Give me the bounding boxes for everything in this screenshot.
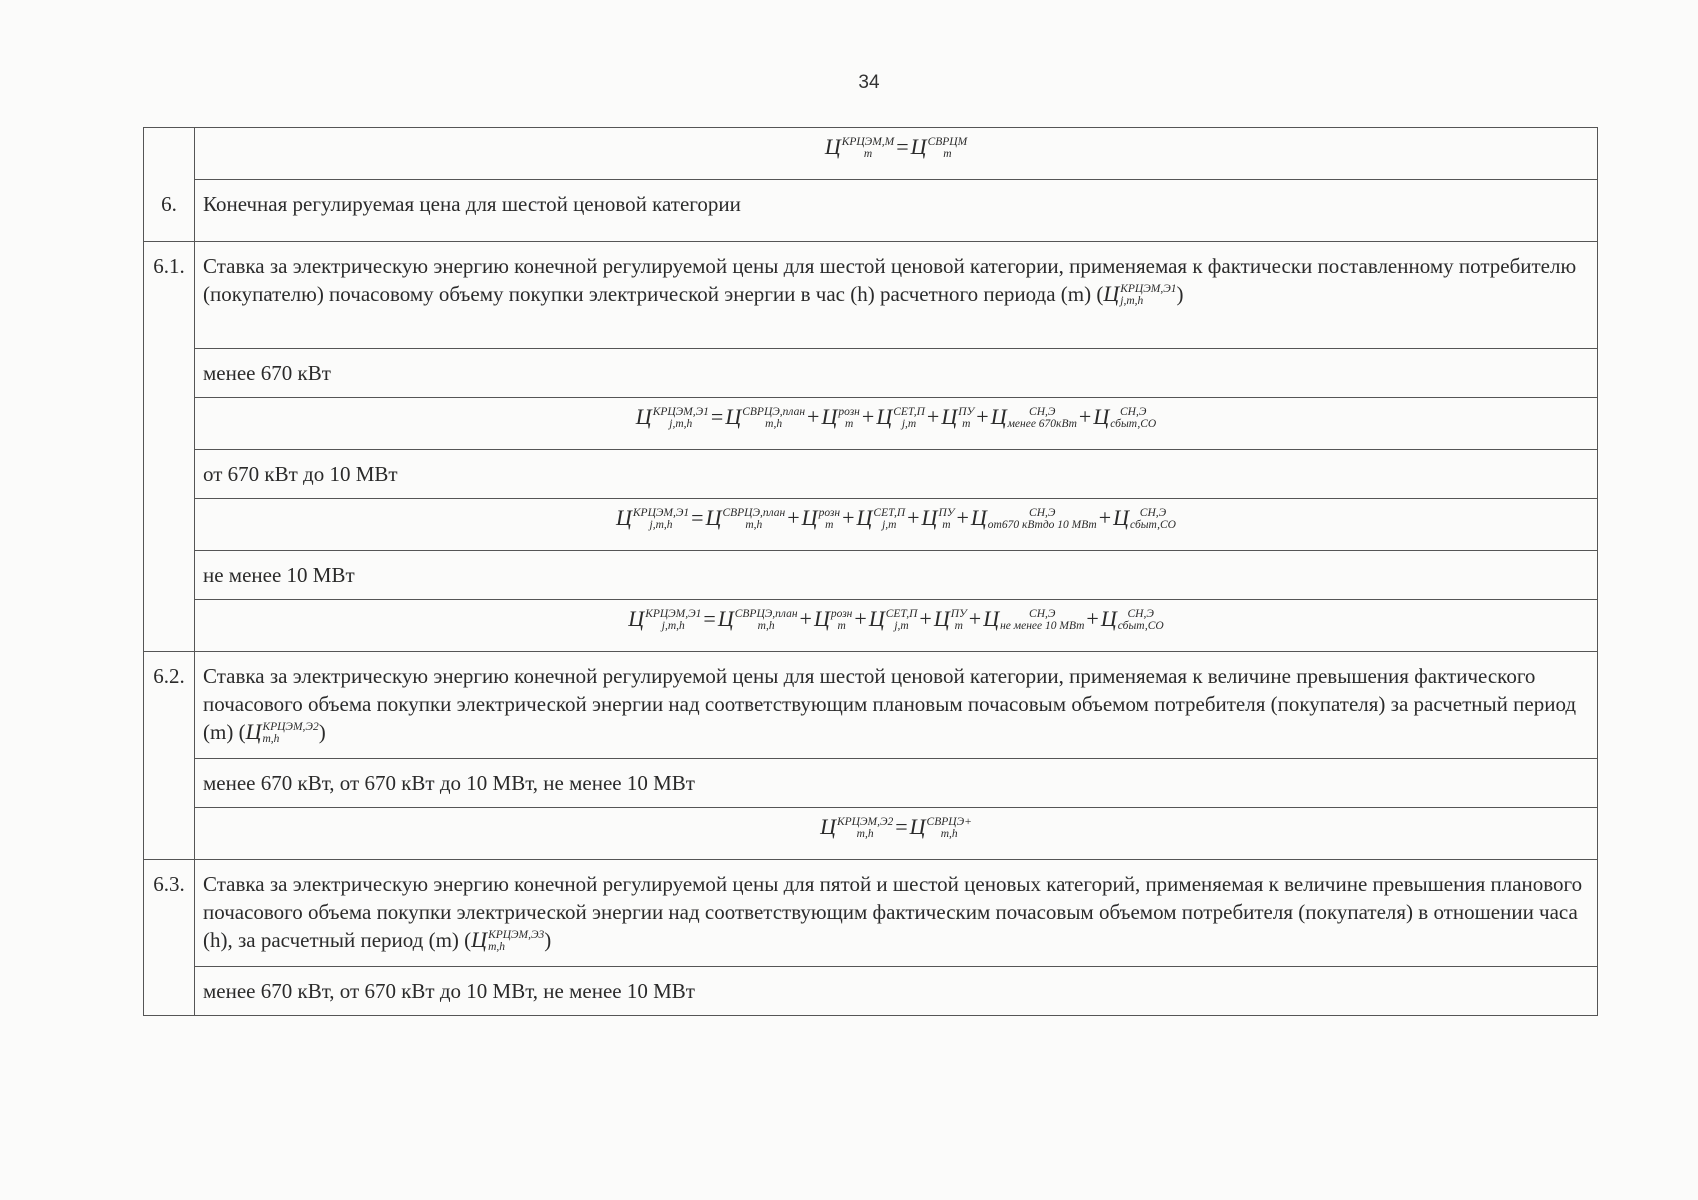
formula-subscript: m [825,519,834,532]
formula [616,505,1176,530]
formula-term [910,814,972,839]
formula-base: Ц [970,505,987,530]
row-number: 6. [144,180,195,242]
formula-base: Ц [941,404,958,429]
table-row [144,652,1598,759]
formula-base: Ц [983,606,1000,631]
formula-superscript: КРЦЭМ,Э1 [645,607,702,620]
formula-term [876,404,941,429]
formula-superscript: КРЦЭМ,Э2 [262,720,319,733]
formula-base: Ц [245,719,262,744]
formula-subscript: m,h [262,733,280,746]
row-number [144,808,195,860]
formula-subscript: m,h [757,620,775,633]
formula-cell [195,398,1598,450]
formula-operator: = [895,814,908,839]
formula-indices [893,407,925,431]
formula-indices [988,508,1097,532]
formula-base: Ц [933,606,950,631]
formula-term [616,505,706,530]
formula-subscript: сбыт,СО [1130,519,1176,532]
table-row [144,450,1598,499]
row-text [195,860,1598,967]
table-row [144,180,1598,242]
closing-paren: ) [544,928,552,952]
closing-paren: ) [1176,282,1184,306]
formula-operator: + [926,404,940,429]
formula-base: Ц [824,134,841,159]
table-row [144,499,1598,551]
formula-symbol [246,719,319,744]
table-row [144,759,1598,808]
formula-base: Ц [909,814,926,839]
formula-term [246,719,319,744]
formula-subscript: j,m,h [649,519,673,532]
table-row [144,551,1598,600]
formula-base: Ц [1093,404,1110,429]
formula-indices [873,508,905,532]
formula-indices [928,137,968,161]
formula-subscript: от670 кВтдо 10 МВт [987,519,1097,532]
formula-term [1113,505,1176,530]
formula-superscript: КРЦЭМ,Э3 [488,928,545,941]
table-row [144,967,1598,1016]
formula-base: Ц [876,404,893,429]
formula-indices [831,609,853,633]
formula-operator: + [787,505,800,530]
formula-base: Ц [801,505,818,530]
row-text: менее 670 кВт, от 670 кВт до 10 МВт, не менее 10 МВт [195,967,1598,1016]
row-number [144,551,195,600]
formula-superscript: ПУ [958,405,975,418]
formula-superscript: КРЦЭМ,М [841,135,895,148]
formula-term [1101,606,1164,631]
closing-paren: ) [318,720,326,744]
formula-base: Ц [820,814,836,839]
formula-term [983,606,1101,631]
formula-superscript: СН,Э [1120,405,1147,418]
formula-term [825,134,911,159]
formula-operator: + [842,505,855,530]
formula-symbol [471,927,544,952]
row-number: 6.1. [144,242,195,349]
row-number [144,600,195,652]
formula-operator: + [956,505,969,530]
formula-superscript: СН,Э [1127,607,1154,620]
formula-subscript: m,h [745,519,763,532]
row-text: менее 670 кВт, от 670 кВт до 10 МВт, не менее 10 МВт [195,759,1598,808]
formula-term [706,505,802,530]
formula-operator: + [861,404,875,429]
formula-subscript: m [943,148,952,161]
formula-operator: + [854,606,867,631]
formula-cell [195,128,1598,180]
formula-subscript: m [863,148,873,161]
formula-superscript: КРЦЭМ,Э1 [652,405,709,418]
formula-operator: = [710,404,724,429]
formula [628,606,1163,631]
formula-term [911,134,968,159]
formula-operator: + [807,404,820,429]
row-number [144,499,195,551]
formula-subscript: менее 670кВт [1007,418,1077,431]
formula-base: Ц [856,505,873,530]
formula-subscript: m [954,620,963,633]
row-text-body: Ставка за электрическую энергию конечной регулируемой цены для шестой ценовой категории, применяемая к величине превышения фактического почасового объема покупки электрической энергии над соответствующим плановым почасовым объемом потребителя (покупателя) за расчетный период (m) ( [203,664,1577,744]
formula-superscript: КРЦЭМ,Э1 [1120,282,1177,295]
formula-indices [927,817,972,841]
formula-indices [1008,407,1077,431]
formula-superscript: СВРЦЭ,план [722,506,786,519]
formula-subscript: не менее 10 МВт [1000,620,1085,633]
page-number: 34 [858,72,880,93]
formula-term [922,505,971,530]
formula-base: Ц [868,606,885,631]
row-number: 6.3. [144,860,195,967]
table-row [144,398,1598,450]
formula-base: Ц [471,927,488,952]
formula-base: Ц [910,134,927,159]
formula-term [934,606,983,631]
formula-indices [1118,609,1164,633]
formula-superscript: СВРЦМ [927,135,968,148]
formula-base: Ц [628,606,645,631]
formula-subscript: j,m,h [661,620,685,633]
formula-base: Ц [821,404,838,429]
formula-indices [645,609,701,633]
formula-indices [958,407,974,431]
formula-base: Ц [635,404,652,429]
formula-term [636,404,726,429]
formula-term [869,606,934,631]
formula-base: Ц [725,404,742,429]
formula-base: Ц [717,606,734,631]
formula-indices [842,137,895,161]
formula-base: Ц [1113,505,1130,530]
formula-superscript: СВРЦЭ,план [734,607,798,620]
tariff-table [143,127,1598,1016]
formula-cell [195,499,1598,551]
formula-term [1103,281,1176,306]
formula-term [941,404,990,429]
formula-superscript: СН,Э [1139,506,1167,519]
formula-indices [1000,609,1084,633]
formula-superscript: ПУ [950,607,967,620]
row-number [144,450,195,499]
formula-indices [1110,407,1156,431]
formula-subscript: j,m [882,519,897,532]
formula-indices [722,508,785,532]
row-text: от 670 кВт до 10 МВт [195,450,1598,499]
formula-superscript: СЕТ,П [873,506,906,519]
formula-indices [951,609,967,633]
formula-superscript: СН,Э [1029,607,1056,620]
row-text: Конечная регулируемая цена для шестой ценовой категории [195,180,1598,242]
formula-cell [195,808,1598,860]
formula-subscript: j,m,h [669,418,693,431]
table-row [144,349,1598,398]
formula-base: Ц [1100,606,1117,631]
formula-indices [262,722,318,746]
formula-subscript: m,h [940,828,958,841]
row-text-body: Ставка за электрическую энергию конечной регулируемой цены для пятой и шестой ценовых категорий, применяемая к величине превышения планового почасового объема покупки электрической энергии над соответствующим фактическим почасовым объемом потребителя (покупателя) в отношении часа (h), за расчетный период (m) ( [203,872,1583,952]
row-number: 6.2. [144,652,195,759]
formula-term [718,606,814,631]
formula-superscript: СВРЦЭ+ [926,815,972,828]
formula-base: Ц [705,505,722,530]
formula-indices [1120,284,1176,308]
formula-indices [1130,508,1176,532]
formula-indices [819,508,841,532]
formula-term [471,927,544,952]
formula-superscript: СН,Э [1029,506,1056,519]
table-row [144,808,1598,860]
formula [825,134,967,159]
row-text-body: Ставка за электрическую энергию конечной регулируемой цены для шестой ценовой категории, применяемая к фактически поставленному потребителю (покупателю) почасовому объему покупки электрической энергии в час (h) расчетного периода (m) ( [203,254,1577,306]
formula-subscript: m [844,418,854,431]
formula-subscript: m,h [856,828,874,841]
formula-subscript: m [962,418,971,431]
formula-superscript: КРЦЭМ,Э1 [632,506,690,519]
formula-base: Ц [1103,281,1120,306]
formula-superscript: СЕТ,П [885,607,918,620]
row-number [144,967,195,1016]
formula-subscript: m [837,620,846,633]
formula-operator: = [703,606,716,631]
row-text: менее 670 кВт [195,349,1598,398]
formula-subscript: j,m,h [1120,295,1144,308]
formula-operator: = [691,505,704,530]
formula-operator: + [1078,404,1092,429]
formula-operator: + [1086,606,1099,631]
formula-indices [886,609,918,633]
formula [820,814,972,839]
formula-term [821,404,876,429]
formula-indices [653,407,709,431]
formula-term [628,606,718,631]
formula-superscript: розн [830,607,853,620]
formula-superscript: СН,Э [1029,405,1056,418]
formula-cell [195,600,1598,652]
formula-term [814,606,869,631]
row-number [144,349,195,398]
formula-subscript: m,h [488,941,505,954]
formula-indices [837,817,893,841]
formula-operator: + [919,606,932,631]
formula-subscript: j,m [901,418,917,431]
formula-operator: = [896,134,909,159]
formula-base: Ц [813,606,830,631]
formula-superscript: розн [818,506,841,519]
formula-operator: + [907,505,920,530]
formula-superscript: СВРЦЭ,план [742,405,806,418]
formula-indices [488,930,544,954]
formula-indices [735,609,798,633]
formula-indices [633,508,689,532]
formula-indices [838,407,860,431]
row-number [144,759,195,808]
formula-term [857,505,922,530]
formula-operator: + [976,404,989,429]
formula-term [725,404,821,429]
formula-subscript: j,m [894,620,909,633]
formula-symbol [1103,281,1176,306]
formula-term [820,814,910,839]
formula-term [802,505,857,530]
formula-operator: + [799,606,812,631]
formula-indices [742,407,805,431]
formula-base: Ц [921,505,938,530]
formula-base: Ц [990,404,1007,429]
formula-superscript: ПУ [938,506,955,519]
formula-subscript: сбыт,СО [1117,620,1164,633]
formula-operator: + [1098,505,1112,530]
row-number [144,398,195,450]
table-row [144,242,1598,349]
formula [636,404,1156,429]
table-row [144,600,1598,652]
formula-term [971,505,1113,530]
formula-term [991,404,1094,429]
formula-indices [938,508,954,532]
row-text [195,242,1598,349]
formula-superscript: розн [838,405,860,418]
row-text: не менее 10 МВт [195,551,1598,600]
formula-subscript: сбыт,СО [1110,418,1157,431]
formula-subscript: m [942,519,951,532]
table-row [144,128,1598,180]
formula-superscript: СЕТ,П [893,405,925,418]
formula-operator: + [968,606,982,631]
formula-base: Ц [616,505,632,530]
row-text [195,652,1598,759]
row-number [144,128,195,180]
table-row [144,860,1598,967]
formula-term [1093,404,1156,429]
formula-subscript: m,h [765,418,783,431]
formula-superscript: КРЦЭМ,Э2 [837,815,894,828]
